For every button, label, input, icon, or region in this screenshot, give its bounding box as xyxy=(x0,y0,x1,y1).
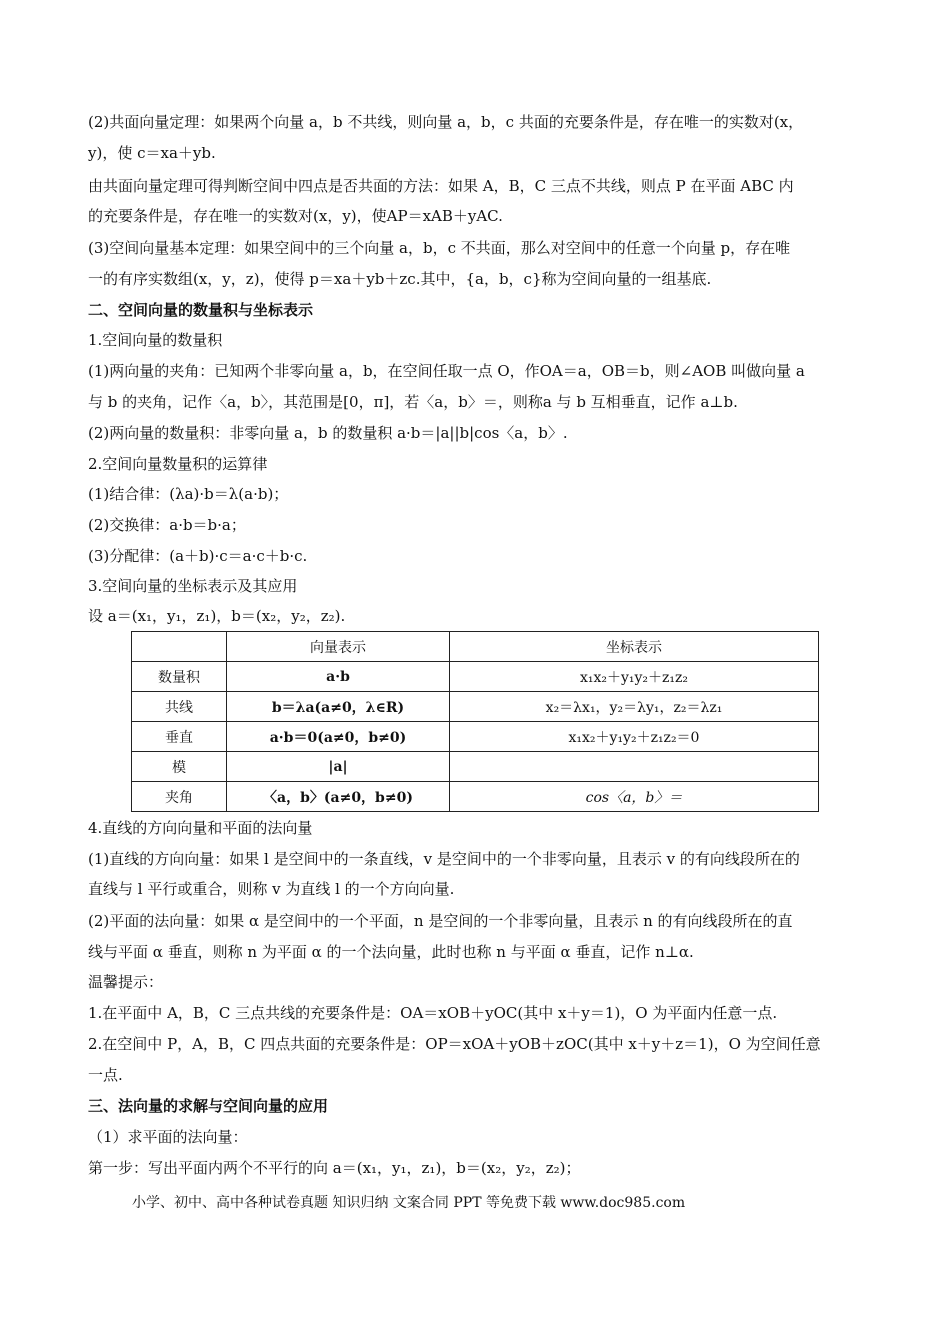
table-row xyxy=(132,662,819,692)
table-cell: 夹角 xyxy=(132,782,227,812)
table-cell: |a| xyxy=(227,752,450,782)
paragraph-angle-cont: 与 b 的夹角，记作〈a，b〉，其范围是[0，π]，若〈a，b〉＝，则称a 与 b 互相垂直，记作 a⊥b. xyxy=(88,393,738,411)
table-cell: 模 xyxy=(132,752,227,782)
table-cell: a·b＝0(a≠0，b≠0) xyxy=(227,722,450,752)
subheading-dot-product: 1.空间向量的数量积 xyxy=(88,331,223,349)
table-header-cell: 坐标表示 xyxy=(450,632,819,662)
table-cell: cos〈a，b〉＝ xyxy=(450,782,819,812)
paragraph-normal-vector: (2)平面的法向量：如果 α 是空间中的一个平面，n 是空间的一个非零向量，且表示 n 的有向线段所在的直 xyxy=(88,912,793,930)
paragraph-four-points-cont: 的充要条件是，存在唯一的实数对(x，y)，使AP＝xAB＋yAC. xyxy=(88,207,503,225)
step-normal-vector: （1）求平面的法向量： xyxy=(88,1128,248,1146)
section-heading-2: 二、空间向量的数量积与坐标表示 xyxy=(88,301,314,319)
table-cell: 共线 xyxy=(132,692,227,722)
table-cell: 数量积 xyxy=(132,662,227,692)
rule-associative: (1)结合律：(λa)·b＝λ(a·b)； xyxy=(88,485,289,503)
table-cell: 垂直 xyxy=(132,722,227,752)
paragraph-basis-theorem-cont: 一的有序实数组(x，y，z)，使得 p＝xa＋yb＋zc.其中，{a，b，c}称为空间向量的一组基底. xyxy=(88,270,712,288)
rule-distributive: (3)分配律：(a＋b)·c＝a·c＋b·c. xyxy=(88,547,308,565)
tip-item-1: 1.在平面中 A，B，C 三点共线的充要条件是：OA＝xOB＋yOC(其中 x＋y＝1)，O 为平面内任意一点. xyxy=(88,1004,778,1022)
table-cell: x₁x₂＋y₁y₂＋z₁z₂＝0 xyxy=(450,722,819,752)
coordinate-table xyxy=(131,631,819,812)
paragraph-coplanar-theorem: (2)共面向量定理：如果两个向量 a，b 不共线，则向量 a，b，c 共面的充要条件是，存在唯一的实数对(x， xyxy=(88,113,804,131)
paragraph-let-vectors: 设 a＝(x₁，y₁，z₁)，b＝(x₂，y₂，z₂). xyxy=(88,607,346,625)
subheading-coordinates: 3.空间向量的坐标表示及其应用 xyxy=(88,577,298,595)
paragraph-normal-vector-cont: 线与平面 α 垂直，则称 n 为平面 α 的一个法向量，此时也称 n 与平面 α 垂直，记作 n⊥α. xyxy=(88,943,694,961)
table-header-cell: 向量表示 xyxy=(227,632,450,662)
paragraph-dot-definition: (2)两向量的数量积：非零向量 a，b 的数量积 a·b＝|a||b|cos〈a，b〉. xyxy=(88,424,568,442)
table-cell xyxy=(450,752,819,782)
tip-item-2: 2.在空间中 P，A，B，C 四点共面的充要条件是：OP＝xOA＋yOB＋zOC(其中 x＋y＋z＝1)，O 为空间任意 xyxy=(88,1035,821,1053)
tip-label: 温馨提示： xyxy=(88,973,164,991)
table-header-row xyxy=(132,632,819,662)
step-one: 第一步：写出平面内两个不平行的向 a＝(x₁，y₁，z₁)，b＝(x₂，y₂，z₂)； xyxy=(88,1159,581,1177)
table-row xyxy=(132,722,819,752)
table-row xyxy=(132,692,819,722)
paragraph-angle: (1)两向量的夹角：已知两个非零向量 a，b，在空间任取一点 O，作OA＝a，OB＝b，则∠AOB 叫做向量 a xyxy=(88,362,805,380)
table-cell: b＝λa(a≠0，λ∈R) xyxy=(227,692,450,722)
paragraph-direction-vector-cont: 直线与 l 平行或重合，则称 v 为直线 l 的一个方向向量. xyxy=(88,880,455,898)
page-footer: 小学、初中、高中各种试卷真题 知识归纳 文案合同 PPT 等免费下载 www.doc985.com xyxy=(132,1195,686,1211)
paragraph-four-points: 由共面向量定理可得判断空间中四点是否共面的方法：如果 A，B，C 三点不共线，则点 P 在平面 ABC 内 xyxy=(88,177,794,195)
subheading-direction-normal: 4.直线的方向向量和平面的法向量 xyxy=(88,819,313,837)
table-cell: x₂＝λx₁，y₂＝λy₁，z₂＝λz₁ xyxy=(450,692,819,722)
table-row xyxy=(132,752,819,782)
subheading-rules: 2.空间向量数量积的运算律 xyxy=(88,455,268,473)
tip-item-2-cont: 一点. xyxy=(88,1066,123,1084)
table-row xyxy=(132,782,819,812)
table-header-cell xyxy=(132,632,227,662)
section-heading-3: 三、法向量的求解与空间向量的应用 xyxy=(88,1097,329,1115)
table-cell: x₁x₂＋y₁y₂＋z₁z₂ xyxy=(450,662,819,692)
rule-commutative: (2)交换律：a·b＝b·a； xyxy=(88,516,246,534)
paragraph-basis-theorem: (3)空间向量基本定理：如果空间中的三个向量 a，b，c 不共面，那么对空间中的任意一个向量 p，存在唯 xyxy=(88,239,791,257)
table-cell: 〈a，b〉(a≠0，b≠0) xyxy=(227,782,450,812)
paragraph-coplanar-theorem-cont: y)，使 c＝xa＋yb. xyxy=(88,144,216,162)
table-cell: a·b xyxy=(227,662,450,692)
paragraph-direction-vector: (1)直线的方向向量：如果 l 是空间中的一条直线，v 是空间中的一个非零向量，且表示 v 的有向线段所在的 xyxy=(88,850,800,868)
